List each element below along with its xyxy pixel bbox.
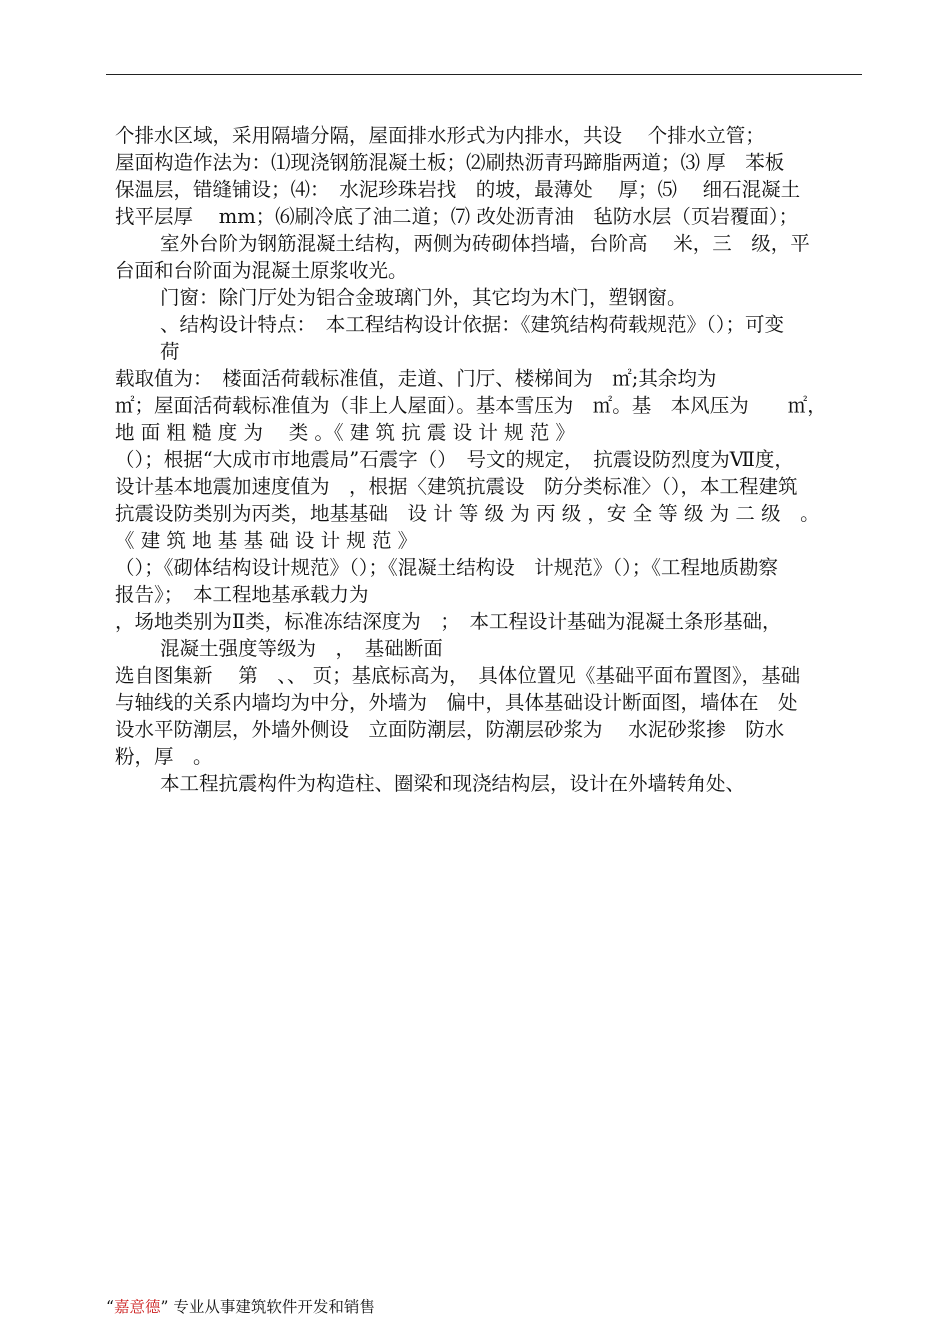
text-line-12: 地 面 粗 糙 度 为 类 。《 建 筑 抗 震 设 计 规 范 》	[115, 421, 575, 444]
document-body	[115, 122, 860, 797]
footer-tagline: 专业从事建筑软件开发和销售	[168, 1298, 375, 1316]
text-line-5: 室外台阶为钢筋混凝土结构，两侧为砖砌体挡墙，台阶高 米，三 级，平	[160, 232, 810, 255]
text-line-16: 《 建 筑 地 基 基 础 设 计 规 范 》	[115, 529, 418, 552]
header-rule	[106, 74, 862, 75]
text-line-22: 与轴线的关系内墙均为中分，外墙为 偏中，具体基础设计断面图，墙体在 处	[115, 691, 798, 714]
text-line-3: 保温层，错缝铺设；⑷： 水泥珍珠岩找 的坡，最薄处 厚；⑸ 细石混凝土	[115, 178, 801, 201]
text-line-25: 本工程抗震构件为构造柱、圈梁和现浇结构层，设计在外墙转角处、	[160, 772, 746, 795]
text-line-21: 选自图集新 第 、、 页；基底标高为， 具体位置见《基础平面布置图》，基础	[115, 664, 801, 687]
text-line-9: 荷	[160, 340, 180, 363]
text-line-1: 个排水区域，采用隔墙分隔，屋面排水形式为内排水，共设 个排水立管；	[115, 124, 765, 147]
text-line-7: 门窗：除门厅处为铝合金玻璃门外，其它均为木门，塑钢窗。	[160, 286, 687, 309]
text-line-13: （）；根据“大成市市地震局”石震字（） 号文的规定， 抗震设防烈度为Ⅶ度，	[115, 448, 794, 471]
text-line-18: 报告》； 本工程地基承载力为	[115, 583, 369, 606]
text-line-14: 设计基本地震加速度值为 ，根据〈建筑抗震设 防分类标准〉（），本工程建筑	[115, 475, 798, 498]
page-footer	[106, 1296, 375, 1318]
text-line-10: 载取值为： 楼面活荷载标准值，走道、门厅、楼梯间为 ㎡;其余均为	[115, 367, 717, 390]
text-line-24: 粉，厚 。	[115, 745, 213, 768]
text-line-8: 、结构设计特点： 本工程结构设计依据：《建筑结构荷载规范》（）；可变	[160, 313, 785, 336]
text-line-6: 台面和台阶面为混凝土原浆收光。	[115, 259, 408, 282]
text-line-20: 混凝土强度等级为 ， 基础断面	[160, 637, 443, 660]
text-line-15: 抗震设防类别为丙类，地基基础 设 计 等 级 为 丙 级 ，安 全 等 级 为 二 级 。	[115, 502, 820, 525]
footer-quote-close: ”	[160, 1298, 169, 1316]
footer-quote-open: “	[106, 1298, 114, 1316]
text-line-17: （）；《砌体结构设计规范》（）；《混凝土结构设 计规范》（）；《工程地质勘察	[115, 556, 779, 579]
text-line-23: 设水平防潮层，外墙外侧设 立面防潮层，防潮层砂浆为 水泥砂浆掺 防水	[115, 718, 785, 741]
text-line-4: 找平层厚 mm；⑹刷冷底了油二道；⑺ 改处沥青油 毡防水层（页岩覆面）；	[115, 205, 799, 228]
text-line-19: ，场地类别为Ⅱ类，标准冻结深度为 ； 本工程设计基础为混凝土条形基础，	[115, 610, 782, 633]
footer-brand: 嘉意德	[113, 1298, 161, 1316]
text-line-2: 屋面构造作法为：⑴现浇钢筋混凝土板；⑵刷热沥青玛蹄脂两道；⑶ 厚 苯板	[115, 151, 785, 174]
text-line-11: ㎡；屋面活荷载标准值为（非上人屋面）。基本雪压为 ㎡。基 本风压为 ㎡，	[115, 394, 827, 417]
